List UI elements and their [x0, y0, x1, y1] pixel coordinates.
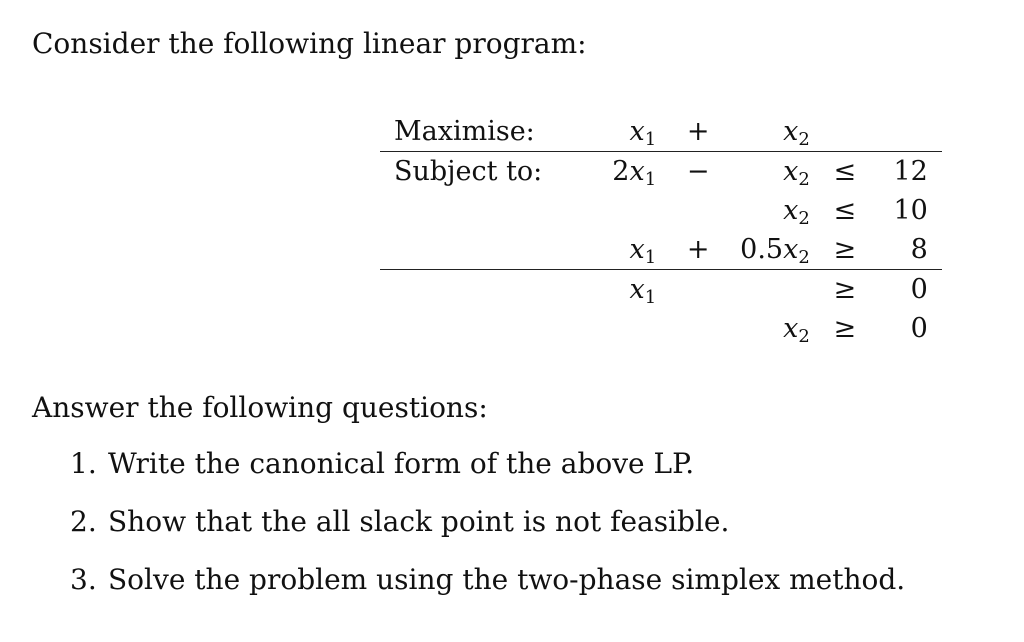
- constraint-rhs: 12: [893, 156, 928, 187]
- nonnegativity-relation: ≥: [833, 313, 857, 344]
- nonnegativity-rhs: 0: [910, 313, 928, 344]
- nonnegativity-rhs: 0: [910, 274, 928, 305]
- constraint-row: [380, 152, 942, 192]
- list-item: [70, 562, 905, 620]
- nonnegativity-term-1: [602, 309, 668, 348]
- objective-label: Maximise:: [380, 112, 602, 152]
- nonnegativity-term-1: $x_1$: [629, 274, 657, 308]
- constraint-term-1: [602, 191, 668, 230]
- constraint-label: Subject to:: [394, 156, 543, 187]
- objective-term-1: $x_1$: [602, 112, 668, 152]
- constraint-operator: +: [668, 230, 728, 270]
- question-text: Solve the problem using the two-phase simplex method.: [108, 563, 906, 596]
- question-text: Write the canonical form of the above LP.: [108, 447, 695, 480]
- question-text: Show that the all slack point is not feasible.: [108, 505, 730, 538]
- objective-row: [380, 112, 942, 152]
- constraint-label: [380, 191, 602, 230]
- linear-program-table: [380, 112, 942, 348]
- objective-rhs: [870, 112, 942, 152]
- constraint-rhs: 8: [870, 230, 942, 270]
- constraint-term-1: $x_1$: [602, 230, 668, 270]
- question-number: 2.: [70, 505, 97, 538]
- constraint-term-2: $x_2$: [783, 195, 810, 229]
- constraint-row: [380, 191, 942, 230]
- list-item: [70, 504, 905, 562]
- objective-term-2: $x_2$: [728, 112, 820, 152]
- nonnegativity-term-2: [728, 270, 820, 310]
- question-number: 1.: [70, 447, 97, 480]
- constraint-relation: ≤: [833, 195, 857, 226]
- constraint-relation: ≤: [833, 156, 857, 187]
- constraint-term-2: $0.5x_2$: [728, 230, 820, 270]
- constraint-operator: [668, 191, 728, 230]
- intro-text: Consider the following linear program:: [32, 27, 587, 60]
- list-item: [70, 446, 905, 504]
- questions-intro: Answer the following questions:: [32, 391, 488, 424]
- nonnegativity-relation: ≥: [833, 274, 857, 305]
- nonnegativity-row: [380, 270, 942, 310]
- nonnegativity-term-2: $x_2$: [783, 313, 810, 347]
- constraint-term-2: $x_2$: [783, 156, 810, 190]
- nonnegativity-row: [380, 309, 942, 348]
- constraint-relation: ≥: [820, 230, 870, 270]
- objective-relation: [820, 112, 870, 152]
- constraint-term-1: $2x_1$: [612, 156, 657, 190]
- constraint-label: [380, 230, 602, 270]
- question-list: [70, 446, 905, 620]
- objective-operator: +: [668, 112, 728, 152]
- question-number: 3.: [70, 563, 97, 596]
- constraint-rhs: 10: [893, 195, 928, 226]
- constraint-operator: −: [686, 156, 710, 187]
- constraint-row: [380, 230, 942, 270]
